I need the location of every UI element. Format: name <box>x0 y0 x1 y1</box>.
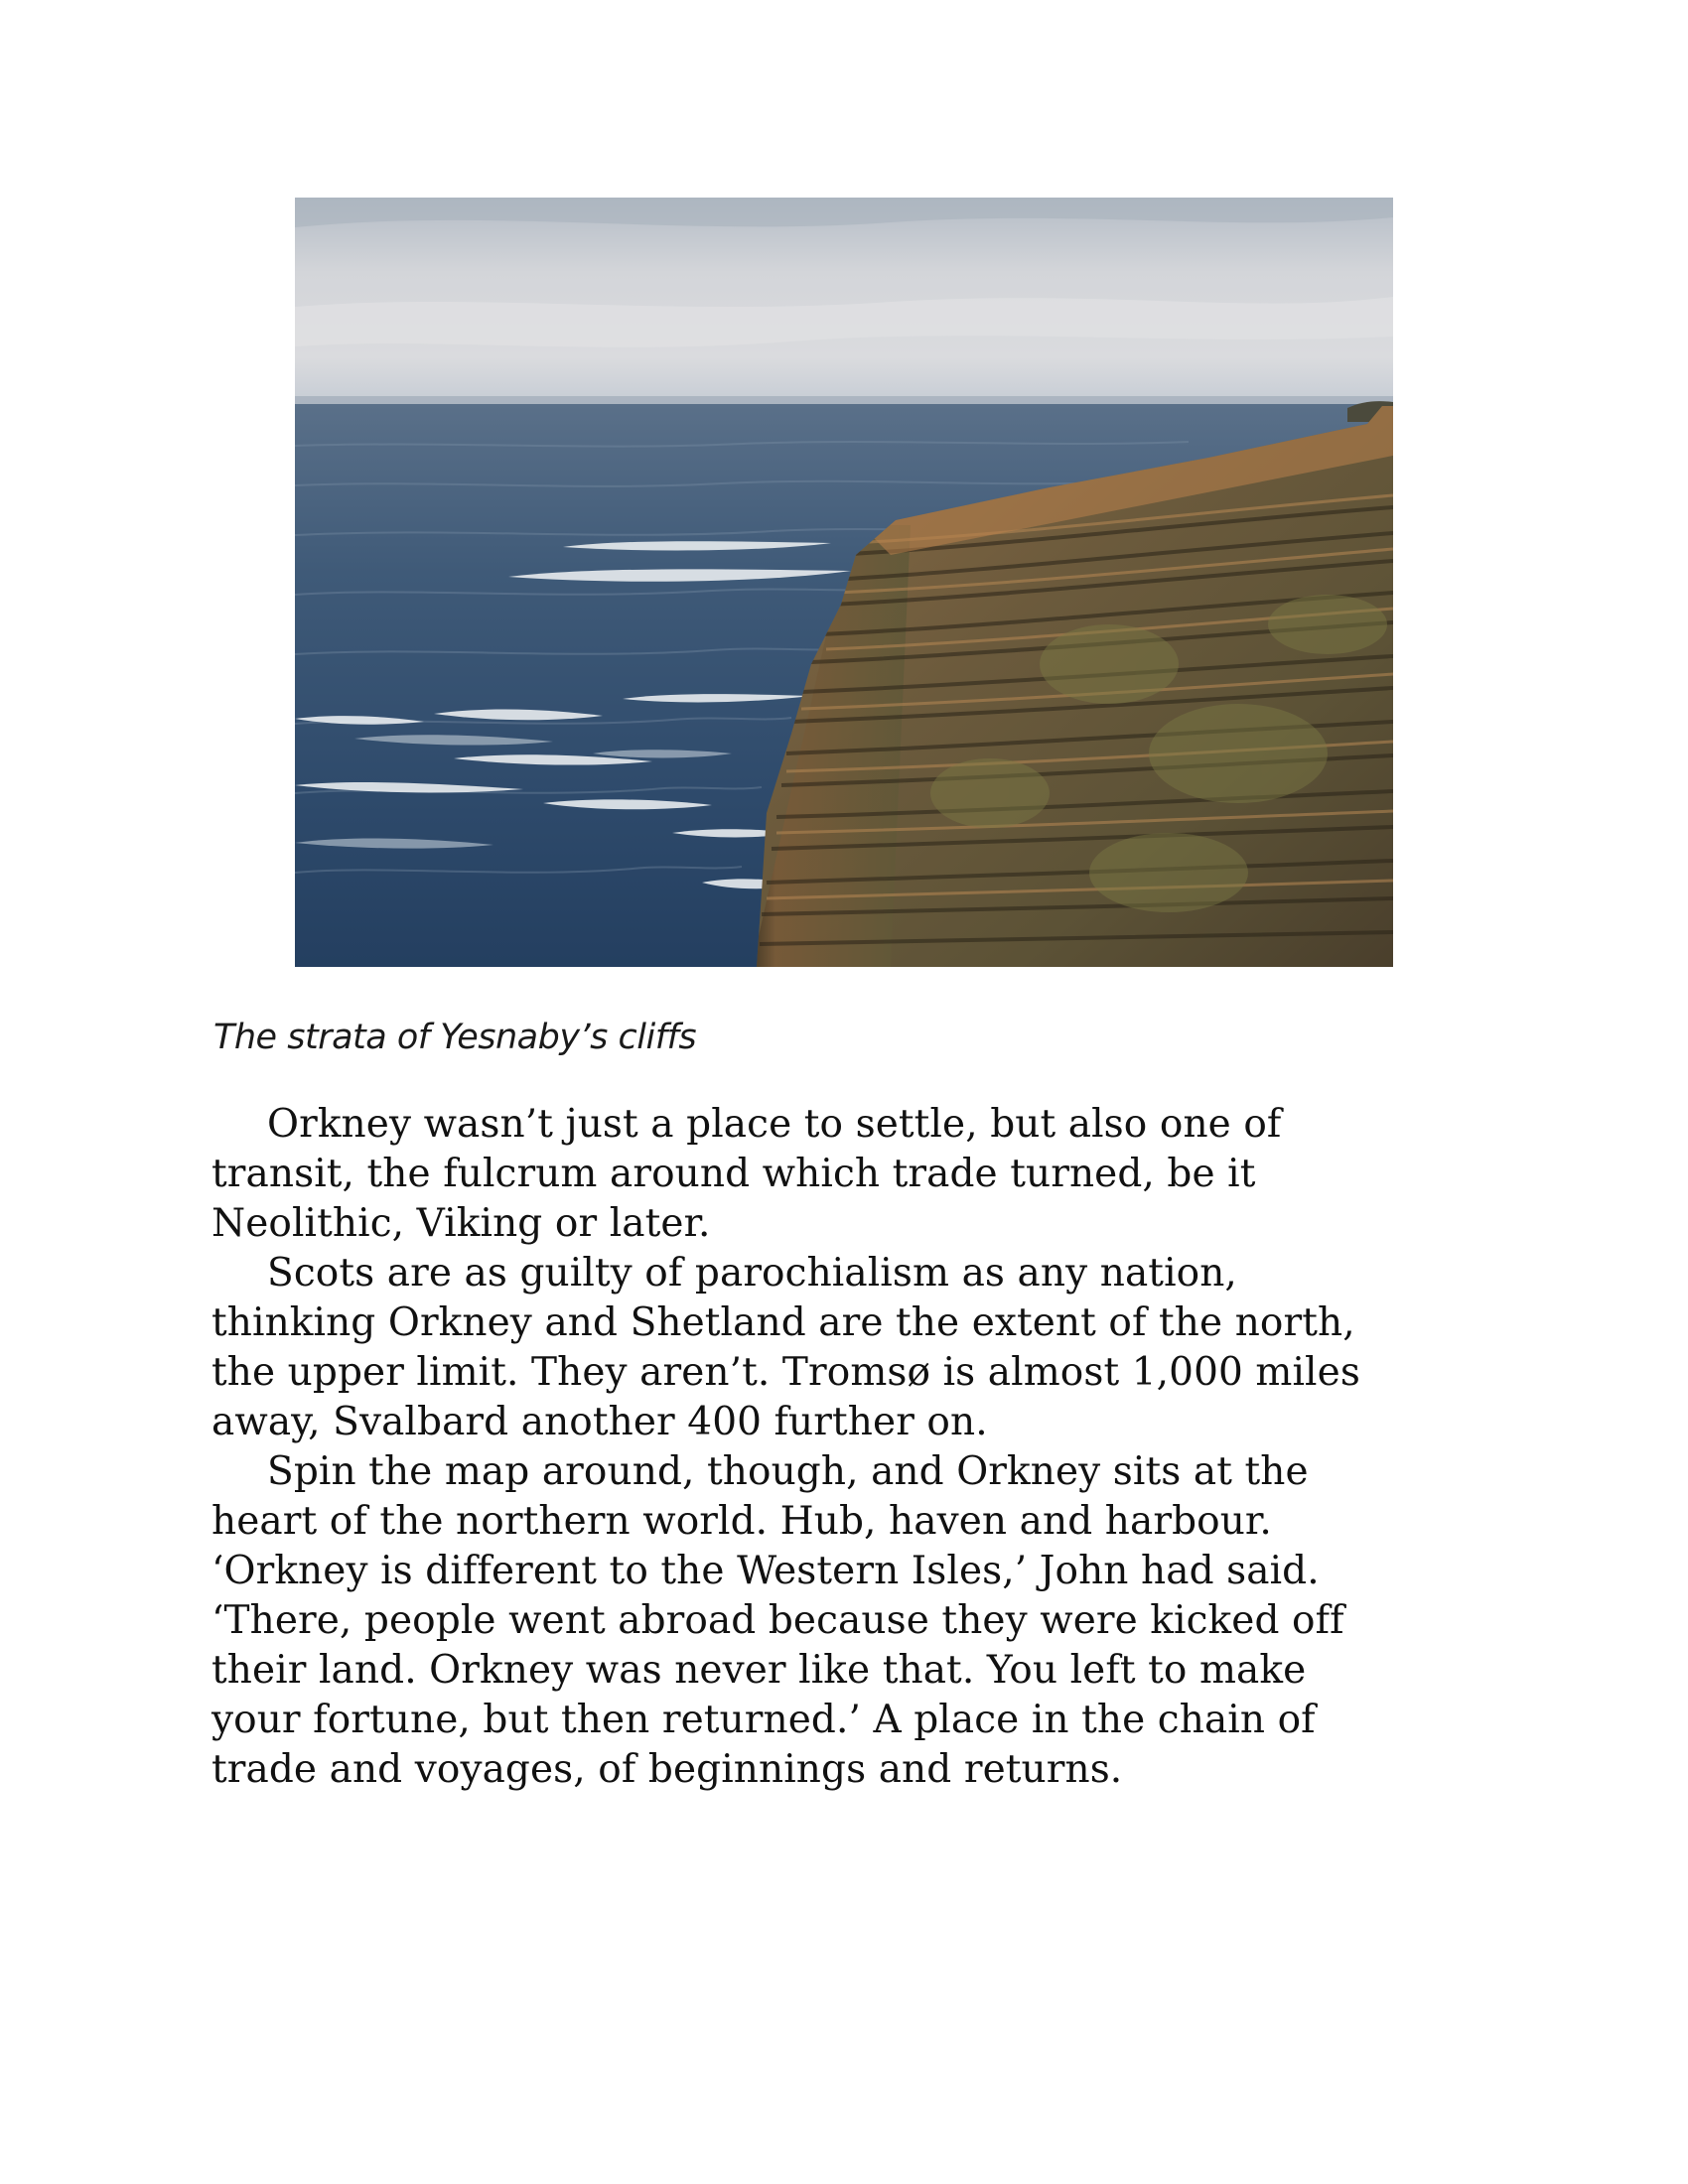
photo-caption: The strata of Yesnaby’s cliffs <box>213 1018 697 1057</box>
text-line: trade and voyages, of beginnings and returns. <box>211 1747 1123 1792</box>
paragraph <box>211 1249 1502 1447</box>
text-line: ‘There, people went abroad because they were kicked off <box>211 1598 1344 1643</box>
text-line: Orkney wasn’t just a place to settle, but also one of <box>267 1102 1282 1147</box>
text-line: away, Svalbard another 400 further on. <box>211 1400 988 1444</box>
text-line: transit, the fulcrum around which trade turned, be it <box>211 1152 1256 1196</box>
text-line: thinking Orkney and Shetland are the extent of the north, <box>211 1300 1355 1345</box>
cliff-photo <box>295 198 1393 967</box>
text-line: heart of the northern world. Hub, haven and harbour. <box>211 1499 1272 1544</box>
text-line: your fortune, but then returned.’ A place in the chain of <box>211 1698 1316 1742</box>
text-line: ‘Orkney is different to the Western Isles,’ John had said. <box>211 1549 1320 1593</box>
text-line: the upper limit. They aren’t. Tromsø is almost 1,000 miles <box>211 1350 1360 1395</box>
paragraph <box>211 1100 1502 1249</box>
body-text <box>211 1100 1502 1795</box>
text-line: Neolithic, Viking or later. <box>211 1201 711 1246</box>
text-line: their land. Orkney was never like that. You left to make <box>211 1648 1307 1693</box>
paragraph <box>211 1447 1502 1795</box>
text-line: Spin the map around, though, and Orkney sits at the <box>267 1449 1309 1494</box>
text-line: Scots are as guilty of parochialism as any nation, <box>267 1251 1237 1296</box>
